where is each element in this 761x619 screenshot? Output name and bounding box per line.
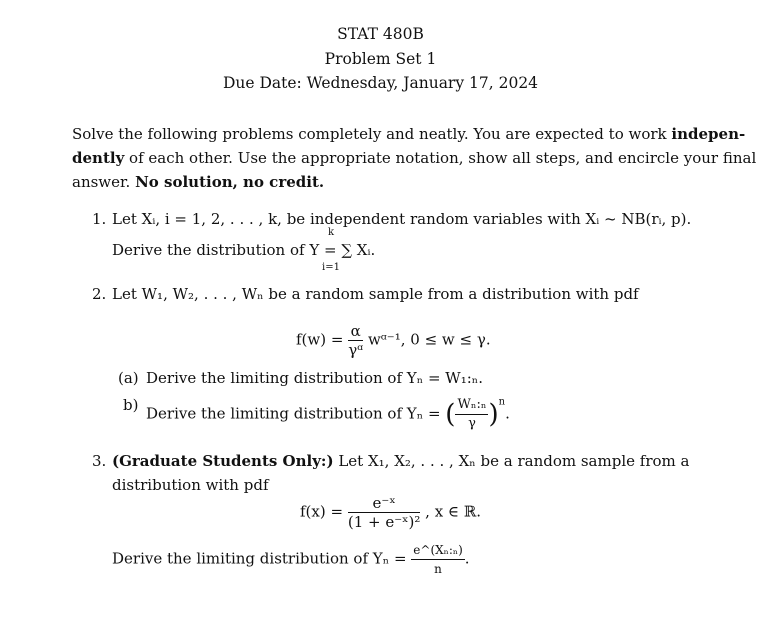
- derive-fraction: [411, 541, 465, 578]
- pdf-lhs: f(x) =: [300, 502, 344, 521]
- 2b-fraction: [455, 396, 488, 433]
- instructions-bold: dently: [72, 149, 125, 167]
- problem-2b-text: Derive the limiting distribution of Yₙ =: [146, 404, 441, 423]
- problem-1-line-1: Let Xᵢ, i = 1, 2, . . . , k, be independent random variables with Xᵢ ~ NB(rᵢ, p).: [112, 210, 692, 228]
- derive-numerator: e^(Xₙ:ₙ): [411, 541, 465, 560]
- pdf-lhs: f(w) =: [296, 330, 344, 349]
- period: .: [505, 404, 510, 423]
- pdf-denominator: γᵅ: [348, 341, 364, 359]
- problem-3-text: Let X₁, X₂, . . . , Xₙ be a random sample from a: [333, 452, 690, 470]
- problem-2a-label: (a): [118, 369, 139, 387]
- problem-3-derive-text: Derive the limiting distribution of Yₙ =: [112, 549, 407, 568]
- instructions-line-2: [72, 149, 756, 167]
- graduate-only-label: (Graduate Students Only:): [112, 452, 334, 470]
- problem-set-title: Problem Set 1: [324, 50, 437, 68]
- instructions-bold: No solution, no credit.: [135, 173, 325, 191]
- right-paren: ): [488, 399, 499, 430]
- derive-denominator: n: [434, 562, 442, 576]
- problem-2b-expression: [146, 396, 510, 433]
- problem-2-number: 2.: [92, 285, 107, 303]
- problem-2-line-1: Let W₁, W₂, . . . , Wₙ be a random sample from a distribution with pdf: [112, 285, 639, 303]
- left-paren: (: [445, 399, 456, 430]
- instructions-line-1: [72, 125, 745, 143]
- 2b-numerator: Wₙ:ₙ: [455, 396, 488, 415]
- course-title: STAT 480B: [337, 25, 424, 43]
- pdf-fraction: [348, 494, 421, 531]
- sum-upper-limit: k: [328, 227, 335, 238]
- problem-3-line-2: distribution with pdf: [112, 476, 269, 494]
- 2b-exponent: n: [498, 396, 506, 408]
- problem-3-number: 3.: [92, 452, 107, 470]
- problem-1-number: 1.: [92, 210, 107, 228]
- due-date: Due Date: Wednesday, January 17, 2024: [222, 74, 539, 92]
- period: .: [464, 549, 470, 568]
- problem-2-pdf: [296, 322, 491, 359]
- pdf-numerator: α: [348, 322, 363, 341]
- instructions-text: of each other. Use the appropriate notation, show all steps, and encircle your final: [124, 149, 757, 167]
- pdf-numerator: e⁻ˣ: [348, 494, 421, 513]
- instructions-line-3: [72, 173, 324, 191]
- 2b-denominator: γ: [468, 416, 476, 431]
- problem-2b-label: b): [123, 396, 139, 414]
- instructions-bold: indepen-: [671, 125, 746, 143]
- problem-3-line-1: [112, 452, 689, 470]
- pdf-fraction: [348, 322, 363, 359]
- problem-3-derive: [112, 541, 470, 578]
- problem-2a-text: Derive the limiting distribution of Yₙ = W₁:ₙ.: [146, 369, 484, 387]
- instructions-text: answer.: [72, 173, 136, 191]
- pdf-denominator: (1 + e⁻ˣ)²: [347, 513, 421, 531]
- problem-3-pdf: [300, 494, 481, 531]
- sum-lower-limit: i=1: [322, 262, 340, 273]
- pdf-rhs: wᵅ⁻¹, 0 ≤ w ≤ γ.: [367, 330, 491, 349]
- instructions-text: Solve the following problems completely and neatly. You are expected to work: [72, 125, 672, 143]
- problem-1-line-2: Derive the distribution of Y = ∑ Xᵢ.: [112, 241, 376, 259]
- pdf-rhs: , x ∈ ℝ.: [425, 502, 482, 521]
